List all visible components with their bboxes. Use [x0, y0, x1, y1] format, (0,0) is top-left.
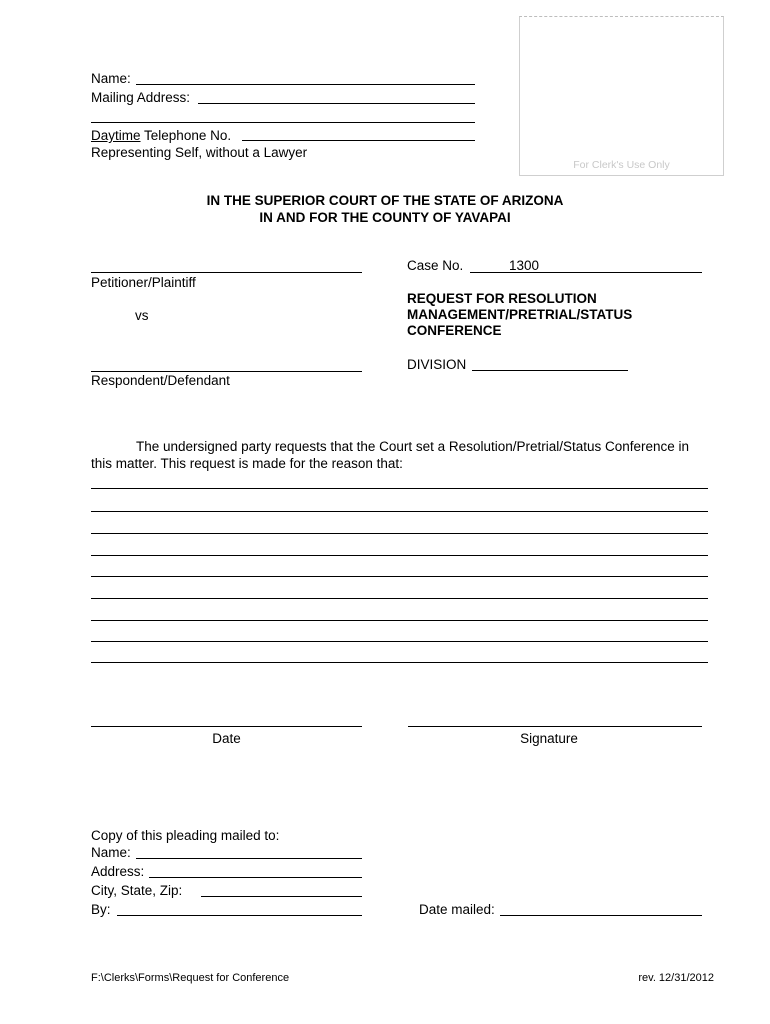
date-field[interactable] [91, 726, 362, 727]
respondent-label: Respondent/Defendant [91, 373, 230, 388]
mailing-address-label: Mailing Address: [91, 90, 191, 105]
copy-address-label: Address: [91, 864, 145, 879]
clerk-use-label: For Clerk's Use Only [573, 159, 670, 171]
daytime-label: Daytime [91, 128, 141, 143]
division-field[interactable] [472, 370, 628, 371]
court-heading-line2: IN AND FOR THE COUNTY OF YAVAPAI [259, 210, 511, 225]
reason-line[interactable] [91, 598, 708, 599]
reason-line[interactable] [91, 555, 708, 556]
name-field[interactable] [136, 84, 475, 85]
division-label: DIVISION [407, 357, 467, 372]
date-label: Date [212, 731, 241, 746]
copy-name-label: Name: [91, 845, 131, 860]
court-heading-line1: IN THE SUPERIOR COURT OF THE STATE OF ARIZONA [206, 193, 564, 208]
clerk-use-box [519, 16, 724, 176]
reason-line[interactable] [91, 662, 708, 663]
copy-mailed-heading: Copy of this pleading mailed to: [91, 828, 280, 843]
representing-self-text: Representing Self, without a Lawyer [91, 145, 308, 160]
reason-line[interactable] [91, 533, 708, 534]
document-title-line1: REQUEST FOR RESOLUTION [407, 291, 597, 306]
date-mailed-field[interactable] [500, 915, 702, 916]
copy-by-label: By: [91, 902, 111, 917]
reason-line[interactable] [91, 488, 708, 489]
case-no-value: 1300 [509, 258, 540, 273]
reason-line[interactable] [91, 641, 708, 642]
copy-address-field[interactable] [149, 877, 362, 878]
document-title-line2: MANAGEMENT/PRETRIAL/STATUS [407, 307, 633, 322]
vs-label: vs [135, 308, 149, 323]
respondent-field[interactable] [91, 371, 362, 372]
case-no-label: Case No. [407, 258, 464, 273]
petitioner-field[interactable] [91, 272, 362, 273]
request-paragraph-line2: this matter. This request is made for the reason that: [91, 456, 403, 471]
signature-label: Signature [520, 731, 578, 746]
copy-city-state-zip-field[interactable] [201, 896, 362, 897]
petitioner-label: Petitioner/Plaintiff [91, 275, 196, 290]
telephone-label [91, 128, 231, 144]
reason-line[interactable] [91, 511, 708, 512]
request-paragraph-line1: The undersigned party requests that the Court set a Resolution/Pretrial/Status Conference in [136, 439, 690, 454]
signature-field[interactable] [408, 726, 702, 727]
document-title-line3: CONFERENCE [407, 323, 502, 338]
copy-city-state-zip-label: City, State, Zip: [91, 883, 183, 898]
mailing-address-field[interactable] [198, 103, 475, 104]
mailing-address-field-2[interactable] [91, 122, 475, 123]
footer-file-path: F:\Clerks\Forms\Request for Conference [91, 972, 290, 984]
footer-revision: rev. 12/31/2012 [638, 972, 714, 984]
case-no-field[interactable] [470, 272, 702, 273]
reason-line[interactable] [91, 576, 708, 577]
date-mailed-label: Date mailed: [419, 902, 495, 917]
telephone-field[interactable] [242, 140, 475, 141]
telephone-no-label: Telephone No. [144, 128, 232, 143]
reason-line[interactable] [91, 620, 708, 621]
copy-by-field[interactable] [117, 915, 362, 916]
copy-name-field[interactable] [136, 858, 362, 859]
name-label: Name: [91, 71, 131, 86]
